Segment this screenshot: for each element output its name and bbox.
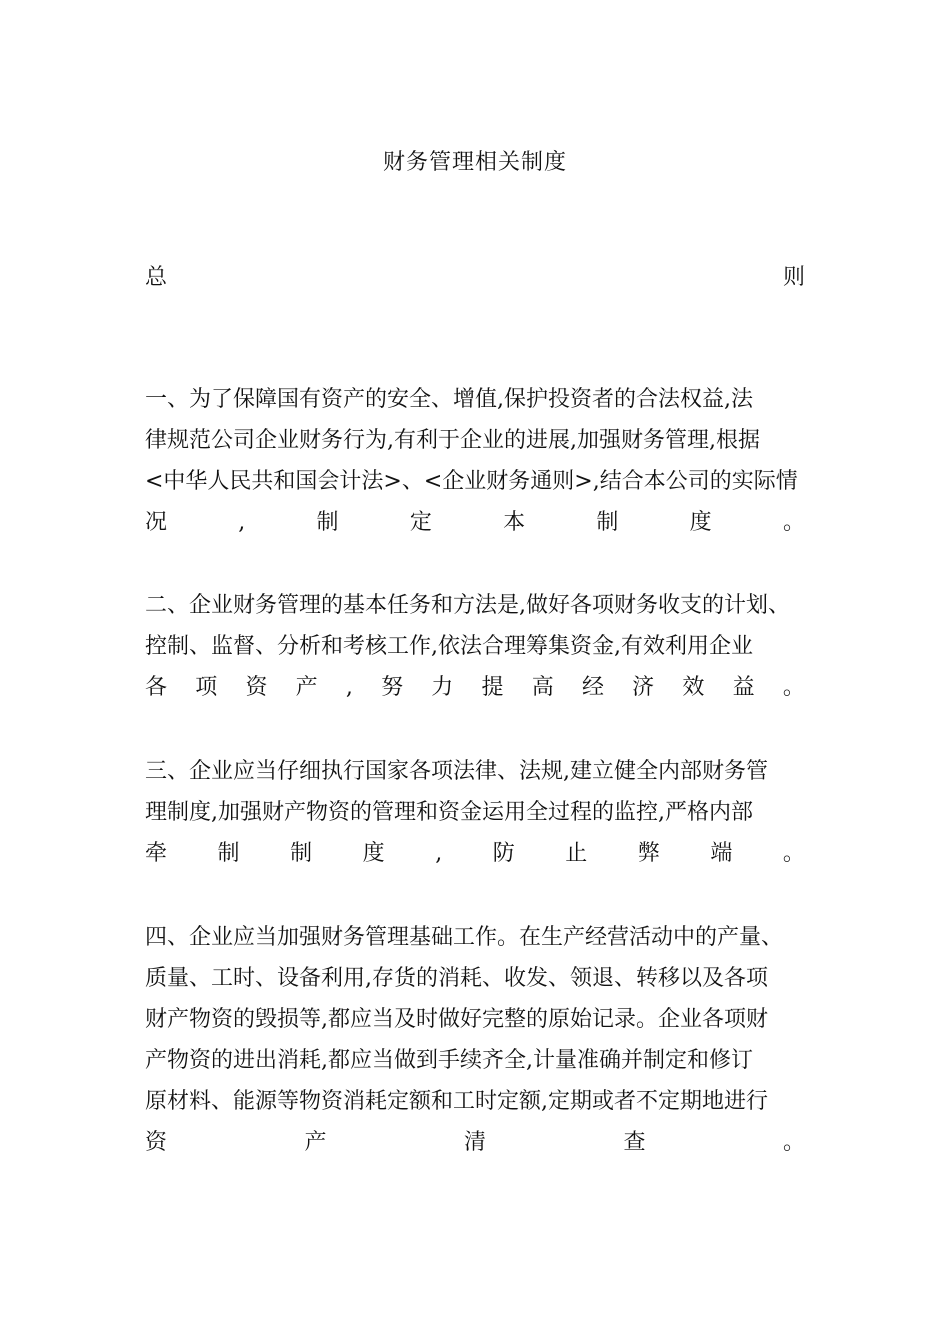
- line-char: 。: [782, 1130, 805, 1155]
- line-char: 况: [145, 510, 168, 535]
- line-char: 定: [409, 510, 432, 535]
- section-heading: [145, 262, 805, 294]
- heading-char: 则: [782, 265, 805, 290]
- line-char: 资: [245, 675, 268, 700]
- line-char: 查: [623, 1130, 646, 1155]
- line-char: 弊: [637, 841, 660, 866]
- line-char: 项: [195, 675, 218, 700]
- paragraph-line: <中华人民共和国会计法>、<企业财务通则>,结合本公司的实际情: [145, 469, 798, 494]
- line-char: 产: [304, 1130, 327, 1155]
- line-char: 清: [463, 1130, 486, 1155]
- line-char: 度: [362, 841, 385, 866]
- heading-char: 总: [145, 265, 168, 290]
- line-char: 高: [531, 675, 554, 700]
- paragraph-line: 四、企业应当加强财务管理基础工作。在生产经营活动中的产量、: [145, 925, 784, 950]
- line-char: 资: [145, 1130, 168, 1155]
- paragraph-last-line: [145, 838, 805, 870]
- paragraph-line: 律规范公司企业财务行为,有利于企业的进展,加强财务管理,根据: [145, 428, 760, 453]
- paragraph-last-line: [145, 672, 805, 704]
- line-char: ,: [435, 841, 443, 866]
- line-char: 防: [492, 841, 515, 866]
- line-char: 提: [481, 675, 504, 700]
- paragraph-line: 控制、监督、分析和考核工作,依法合理筹集资金,有效利用企业: [145, 634, 753, 659]
- paragraph-last-line: [145, 1127, 805, 1159]
- line-char: 产: [295, 675, 318, 700]
- line-char: 制: [290, 841, 313, 866]
- line-char: 。: [782, 510, 805, 535]
- paragraph-line: 三、企业应当仔细执行国家各项法律、法规,建立健全内部财务管: [145, 759, 768, 784]
- paragraph-line: 质量、工时、设备利用,存货的消耗、收发、领退、转移以及各项: [145, 966, 768, 991]
- paragraph-line: 原材料、能源等物资消耗定额和工时定额,定期或者不定期地进行: [145, 1089, 768, 1114]
- line-char: 牵: [145, 841, 168, 866]
- line-char: 各: [145, 675, 168, 700]
- line-char: 益: [732, 675, 755, 700]
- line-char: 效: [682, 675, 705, 700]
- line-char: 度: [689, 510, 712, 535]
- line-char: ,: [345, 675, 353, 700]
- paragraph-last-line: [145, 507, 805, 539]
- paragraph-line: 一、为了保障国有资产的安全、增值,保护投资者的合法权益,法: [145, 387, 753, 412]
- paragraph-line: 二、企业财务管理的基本任务和方法是,做好各项财务收支的计划、: [145, 593, 790, 618]
- paragraph-line: 产物资的进出消耗,都应当做到手续齐全,计量准确并制定和修订: [145, 1048, 753, 1073]
- line-char: 止: [565, 841, 588, 866]
- line-char: 。: [782, 675, 805, 700]
- line-char: 端: [710, 841, 733, 866]
- line-char: 制: [217, 841, 240, 866]
- line-char: 本: [503, 510, 526, 535]
- document-title: 财务管理相关制度: [382, 150, 567, 175]
- line-char: 经: [581, 675, 604, 700]
- line-char: 制: [596, 510, 619, 535]
- line-char: 力: [431, 675, 454, 700]
- paragraph-line: 财产物资的毁损等,都应当及时做好完整的原始记录。企业各项财: [145, 1007, 768, 1032]
- line-char: ,: [238, 510, 246, 535]
- line-char: 制: [316, 510, 339, 535]
- line-char: 。: [782, 841, 805, 866]
- line-char: 济: [632, 675, 655, 700]
- paragraph-line: 理制度,加强财产物资的管理和资金运用全过程的监控,严格内部: [145, 800, 753, 825]
- line-char: 努: [381, 675, 404, 700]
